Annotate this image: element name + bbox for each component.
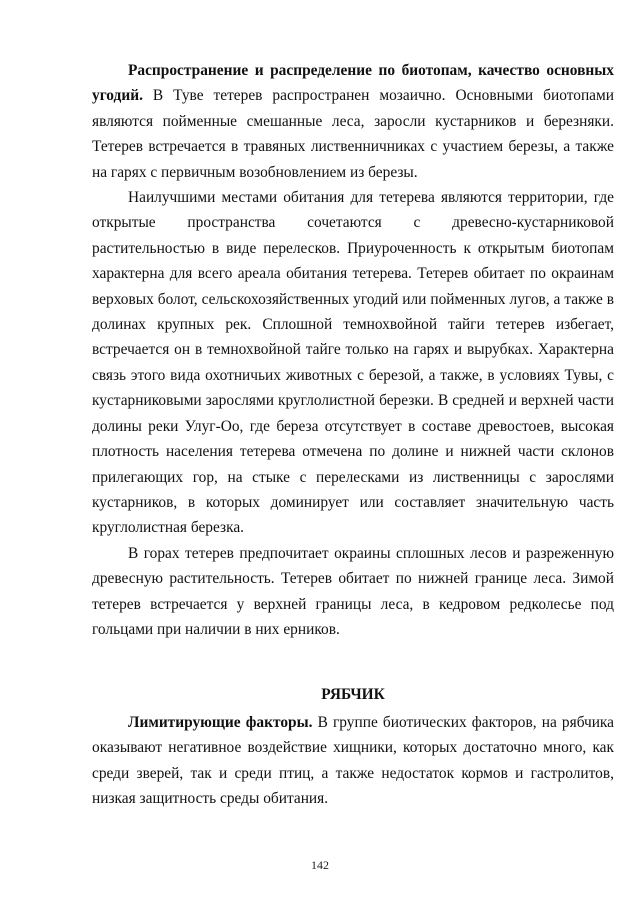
paragraph-distribution	[92, 58, 614, 185]
document-page	[92, 58, 614, 811]
paragraph-lead-distribution: Распространение и распределение по биотопам, качество основных угодий.	[92, 62, 614, 105]
paragraph-best-habitats: Наилучшими местами обитания для тетерева являются территории, где открытые пространства сочетаются с древесно-кустарниковой растительностью в виде перелесков. Приуроченность к открытым биотопам характерна для всего ареала обитания тетерева. Тетерев обитает по окраинам верховых болот, сельскохозяйственных угодий или пойменных лугов, а также в долинах крупных рек. Сплошной темнохвойной тайги тетерев избегает, встречается он в темнохвойной тайге только на гарях и вырубках. Характерна связь этого вида охотничьих животных с березой, а также, в условиях Тувы, с кустарниковыми зарослями круглолистной березки. В средней и верхней части долины реки Улуг-Оо, где береза отсутствует в составе древостоев, высокая плотность населения тетерева отмечена по долине и нижней части склонов прилегающих гор, на стыке с перелесками из лиственницы с зарослями кустарников, в которых доминирует или составляет значительную часть круглолистная березка.	[92, 189, 614, 537]
page-number: 142	[311, 858, 329, 872]
paragraph-limiting-factors	[92, 710, 614, 812]
paragraph-mountains: В горах тетерев предпочитает окраины сплошных лесов и разреженную древесную растительность. Тетерев обитает по нижней границе леса. Зимой тетерев встречается у верхней границы леса, в кедровом редколесье под гольцами при наличии в них ерников.	[92, 544, 614, 638]
paragraph-text-distribution: В Туве тетерев распространен мозаично. Основными биотопами являются пойменные смешанные леса, заросли кустарников и березняки. Тетерев встречается в травяных лиственничниках с участием березы, а также на гарях с первичным возобновлением из березы.	[92, 87, 614, 181]
paragraph-text-limiting-factors: В группе биотических факторов, на рябчика оказывают негативное воздействие хищники, которых достаточно много, как среди зверей, так и среди птиц, а также недостаток кормов и гастролитов, низкая защитность среды обитания.	[92, 713, 615, 807]
paragraph-lead-limiting-factors: Лимитирующие факторы.	[128, 713, 313, 731]
section-heading-hazel-grouse: РЯБЧИК	[321, 686, 385, 704]
